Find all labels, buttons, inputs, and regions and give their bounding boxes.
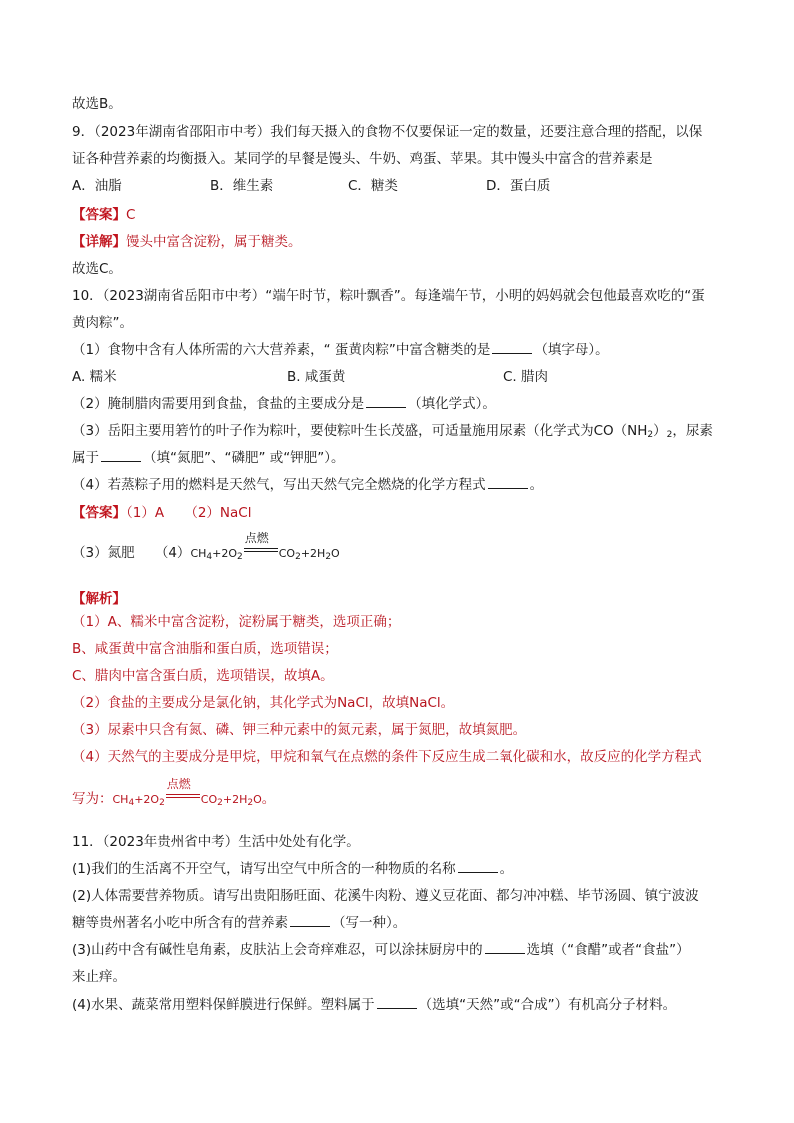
q9-option-d: D．蛋白质 xyxy=(486,178,551,194)
q10-answer xyxy=(72,503,251,523)
text: （写一种）。 xyxy=(332,915,407,931)
reaction-condition: 点燃 xyxy=(244,543,278,557)
q11-part-3 xyxy=(72,940,690,960)
q10-part-2 xyxy=(72,394,496,414)
answer-blank xyxy=(366,394,406,408)
q11-part-3-cont: 来止痒。 xyxy=(72,969,126,985)
question-9-stem: 9．（2023年湖南省邵阳市中考）我们每天摄入的食物不仅要保证一定的数量，还要注意合理的搭配，以保 xyxy=(72,124,703,140)
analysis-heading xyxy=(72,589,126,609)
q10-part-4 xyxy=(72,475,543,495)
answer-blank xyxy=(458,859,498,873)
answer-blank xyxy=(485,940,525,954)
text: ） xyxy=(653,423,667,439)
analysis-line: C、腊肉中富含蛋白质，选项错误，故填A。 xyxy=(72,668,334,684)
q11-part-2: (2)人体需要营养物质。请写出贵阳肠旺面、花溪牛肉粉、遵义豆花面、都匀冲冲糕、毕节汤圆、镇宁波波 xyxy=(72,888,699,904)
answer-blank xyxy=(377,995,417,1009)
text: 糖等贵州著名小吃中所含有的营养素 xyxy=(72,915,288,931)
q10-part-3 xyxy=(72,421,713,445)
q9-detail xyxy=(72,232,302,252)
answer-blank xyxy=(488,475,528,489)
analysis-line: （3）尿素中只含有氮、磷、钾三种元素中的氮元素，属于氮肥，故填氮肥。 xyxy=(72,722,527,738)
text-line: 故选B。 xyxy=(72,96,122,112)
analysis-line: （4）天然气的主要成分是甲烷，甲烷和氧气在点燃的条件下反应生成二氧化碳和水，故反应的化学方程式 xyxy=(72,749,702,765)
text: （2）腌制腊肉需要用到食盐，食盐的主要成分是 xyxy=(72,396,365,412)
answer-tag: 【答案】 xyxy=(72,505,126,521)
answer-value: （1）A （2）NaCl xyxy=(126,505,252,521)
q10-option-a: A. 糯米 xyxy=(72,369,117,385)
question-10-stem: 10．（2023湖南省岳阳市中考）“端午时节，粽叶飘香”。每逢端午节，小明的妈妈就会包他最喜欢吃的“蛋 xyxy=(72,288,705,304)
text: （填化学式）。 xyxy=(408,396,496,412)
analysis-line: （2）食盐的主要成分是氯化钠，其化学式为NaCl，故填NaCl。 xyxy=(72,695,455,711)
answer-blank xyxy=(492,340,532,354)
answer-text: （3）氮肥 （4） xyxy=(72,545,191,561)
text-line: 故选C。 xyxy=(72,261,122,277)
answer-tag: 【答案】 xyxy=(72,207,126,223)
subscript: 2 xyxy=(666,430,673,440)
text: (4)水果、蔬菜常用塑料保鲜膜进行保鲜。塑料属于 xyxy=(72,997,375,1013)
chemical-equation: $CH_4+2O_2$ 点燃 $CO_2+2H_2O$ xyxy=(190,531,340,562)
answer-blank xyxy=(101,448,141,462)
text: （4）若蒸粽子用的燃料是天然气，写出天然气完全燃烧的化学方程式 xyxy=(72,477,486,493)
text: 。 xyxy=(261,791,276,807)
q10-option-b: B. 咸蛋黄 xyxy=(287,369,346,385)
text: 。 xyxy=(529,477,544,493)
q11-part-2-cont xyxy=(72,913,406,933)
analysis-line: B、咸蛋黄中富含油脂和蛋白质，选项错误； xyxy=(72,641,338,657)
detail-tag: 【详解】 xyxy=(72,234,126,250)
text: （填“氮肥”、“磷肥” 或“钾肥”）。 xyxy=(143,450,345,466)
question-10-stem-cont: 黄肉粽”。 xyxy=(72,315,133,331)
answer-value: C xyxy=(126,207,136,223)
reaction-condition: 点燃 xyxy=(166,789,200,803)
q10-answer-cont xyxy=(72,531,340,567)
text: 写为： xyxy=(72,791,113,807)
analysis-line: （1）A、糯米中富含淀粉，淀粉属于糖类，选项正确； xyxy=(72,614,401,630)
q10-part-1 xyxy=(72,340,609,360)
text: 属于 xyxy=(72,450,99,466)
chemical-equation: $CH_4+2O_2$ 点燃 $CO_2+2H_2O$ xyxy=(112,777,262,808)
answer-blank xyxy=(290,913,330,927)
q9-option-b: B．维生素 xyxy=(210,178,274,194)
q11-part-4 xyxy=(72,995,676,1015)
question-11-stem: 11．（2023年贵州省中考）生活中处处有化学。 xyxy=(72,834,360,850)
analysis-equation-line xyxy=(72,777,276,813)
question-9-stem-cont: 证各种营养素的均衡摄入。某同学的早餐是馒头、牛奶、鸡蛋、苹果。其中馒头中富含的营养素是 xyxy=(72,151,653,167)
text: 。 xyxy=(499,861,514,877)
q9-option-c: C．糖类 xyxy=(348,178,398,194)
text: 选填（“食醋”或者“食盐”） xyxy=(526,942,690,958)
detail-text: 馒头中富含淀粉，属于糖类。 xyxy=(126,234,302,250)
q9-option-a: A．油脂 xyxy=(72,178,122,194)
text: （1）食物中含有人体所需的六大营养素，“ 蛋黄肉粽”中富含糖类的是 xyxy=(72,342,491,358)
text: (3)山药中含有碱性皂角素，皮肤沾上会奇痒难忍，可以涂抹厨房中的 xyxy=(72,942,483,958)
q10-option-c: C. 腊肉 xyxy=(503,369,549,385)
text: ，尿素 xyxy=(672,423,713,439)
q9-answer xyxy=(72,205,135,225)
text: （选填“天然”或“合成”）有机高分子材料。 xyxy=(418,997,677,1013)
text: (1)我们的生活离不开空气，请写出空气中所含的一种物质的名称 xyxy=(72,861,456,877)
text: （填字母）。 xyxy=(534,342,609,358)
subscript: 2 xyxy=(647,430,654,440)
analysis-tag: 【解析】 xyxy=(72,591,126,607)
q10-part-3-cont xyxy=(72,448,345,468)
q11-part-1 xyxy=(72,859,513,879)
text: （3）岳阳主要用箬竹的叶子作为粽叶，要使粽叶生长茂盛，可适量施用尿素（化学式为CO（NH xyxy=(72,423,648,439)
